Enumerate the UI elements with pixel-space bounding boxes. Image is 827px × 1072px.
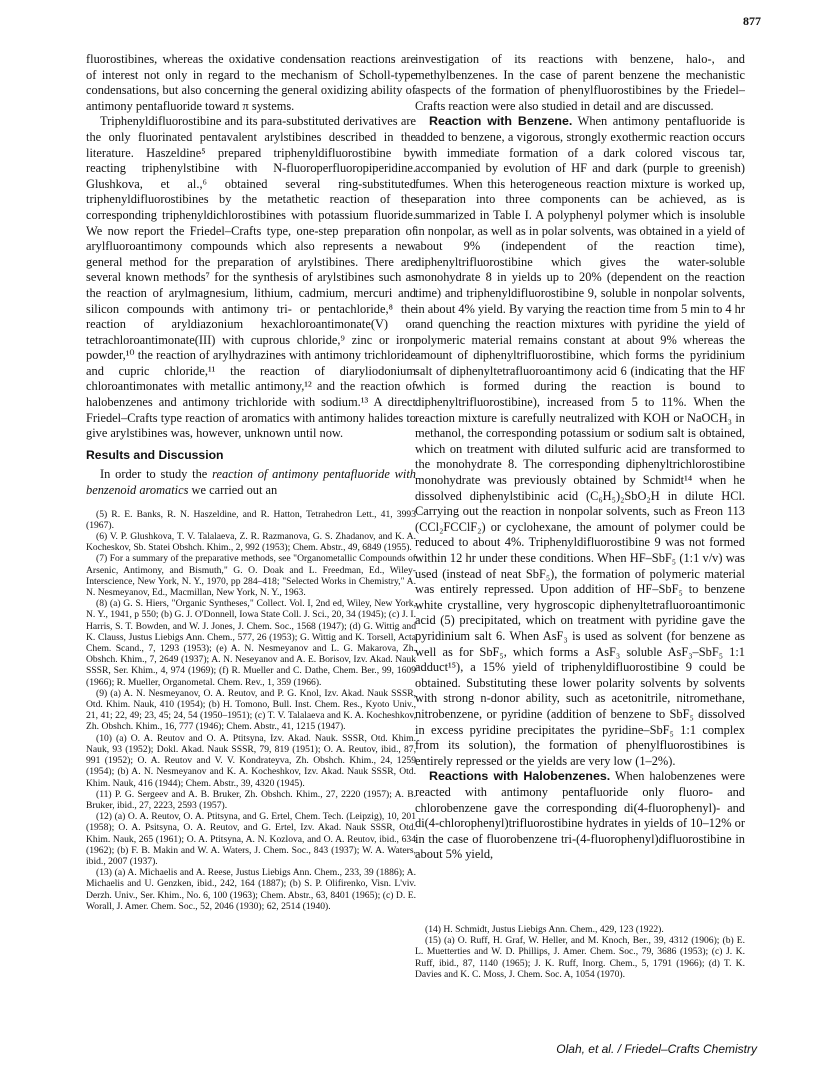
text-run: In order to study the bbox=[100, 467, 213, 482]
paragraph-results-start bbox=[86, 467, 416, 498]
paragraph-investigation: investigation of its reactions with benzene, halo-, and methylbenzenes. In the case of parent benzene the mechanistic aspects of the formation of phenylfluorostibines by the Friedel–Crafts reaction were also studied in detail and are discussed. bbox=[415, 52, 745, 113]
page-number: 877 bbox=[743, 14, 761, 28]
text-run: we carried out an bbox=[188, 483, 278, 498]
footnote: (11) P. G. Sergeev and A. B. Bruker, Zh. Obshch. Khim., 27, 2220 (1957); A. B. Bruker, ibid., 27, 2223, 2593 (1957). bbox=[86, 788, 416, 811]
left-column bbox=[86, 52, 416, 912]
footnote: (7) For a summary of the preparative methods, see "Organometallic Compounds of Arsenic, Antimony, and Bismuth," G. O. Doak and L. Freedman, Ed., Wiley-Interscience, New York, N. Y., 1970, pp 284–418; "Selected Works in Chemistry," A. N. Nesmeyanov, Ed., Macmillan, New York, N. Y., 1963. bbox=[86, 553, 416, 599]
footnotes-left bbox=[86, 507, 416, 912]
footnote: (10) (a) O. A. Reutov and O. A. Ptitsyna, Izv. Akad. Nauk. SSSR, Otd. Khim. Nauk, 93 (1952); Dokl. Akad. Nauk SSSR, 79, 819 (1951); O. A. Reutov, ibid., 87, 991 (1952); O. A. Reutov and V. V. Kondrateyva, Zh. Obshch. Khim., 24, 1259 (1954); (b) A. N. Nesmeyanov and K. A. Kocheshkov, Izv. Akad. Nauk SSSR, Otd. Khim. Nauk, 416 (1944); Chem. Abstr., 39, 4320 (1945). bbox=[86, 732, 416, 789]
footnotes-right bbox=[415, 922, 745, 980]
footnote: (12) (a) O. A. Reutov, O. A. Ptitsyna, and G. Ertel, Chem. Tech. (Leipzig), 10, 201 (1958); O. A. Psitsyna, O. A. Reutov, and G. Ertel, Izv. Akad. Nauk SSSR, Otd. Khim. Nauk, 265 (1961); O. A. Ptitsyna, A. N. Kozlova, and O. A. Reutov, ibid., 634 (1962); (b) F. B. Makin and W. A. Waters, J. Chem. Soc., 843 (1937); W. A. Waters, ibid., 2007 (1937). bbox=[86, 811, 416, 867]
run-in-heading-benzene: Reaction with Benzene. bbox=[429, 114, 573, 129]
run-in-heading-halobenzenes: Reactions with Halobenzenes. bbox=[429, 769, 611, 784]
footnote: (5) R. E. Banks, R. N. Haszeldine, and R. Hatton, Tetrahedron Lett., 41, 3993 (1967). bbox=[86, 508, 416, 531]
running-footer: Olah, et al. / Friedel–Crafts Chemistry bbox=[556, 1042, 757, 1056]
paragraph-reaction-halobenzenes bbox=[415, 769, 745, 863]
section-heading-results: Results and Discussion bbox=[86, 447, 224, 462]
footnote: (9) (a) A. N. Nesmeyanov, O. A. Reutov, and P. G. Knol, Izv. Akad. Nauk SSSR, Otd. Khim. Nauk, 410 (1954); (b) H. Tomono, Bull. Inst. Chem. Res., Kyoto Univ., 21, 41; 22, 49; 23, 45; 24, 54 (1950–1951); (c) T. V. Talalaeva and K. A. Kocheshkov, Zh. Obshch. Khim., 16, 777 (1946); Chem. Abstr., 41, 1215 (1947). bbox=[86, 687, 416, 733]
footnote: (13) (a) A. Michaelis and A. Reese, Justus Liebigs Ann. Chem., 233, 39 (1886); A. Michaelis and U. Genzken, ibid., 242, 164 (1887); (b) S. P. Olifirenko, Visn. L'viv. Derzh. Univ., Ser. Khim., No. 6, 100 (1963); Chem. Abstr., 63, 8401 (1965); (c) D. E. Worall, J. Amer. Chem. Soc., 52, 2046 (1930); 62, 2514 (1940). bbox=[86, 867, 416, 912]
footnote: (8) (a) G. S. Hiers, "Organic Syntheses," Collect. Vol. I, 2nd ed, Wiley, New York, N. Y., 1941, p 550; (b) G. J. O'Donnell, Iowa State Coll. J. Sci., 20, 34 (1945); (c) J. I. Harris, S. T. Bowden, and W. J. Jones, J. Chem. Soc., 1568 (1947); (d) G. Wittig and K. Clauss, Justus Liebigs Ann. Chem., 577, 26 (1953); G. Wittig and K. Torsell, Acta Chem. Scand., 7, 1293 (1953); (e) A. N. Nesmeyanov and L. G. Makarova, Zh. Obshch. Khim., 7, 2649 (1937); A. N. Neseyanov and A. E. Borisov, Izv. Akad. Nauk SSSR, Ser. Khim., 4, 974 (1969); (f) R. Mueller and C. Dathe, Chem. Ber., 99, 1609 (1966); R. Mueller, Organometal. Chem. Rev., 1, 359 (1966). bbox=[86, 598, 416, 688]
paragraph-intro-end: fluorostibines, whereas the oxidative condensation reactions are of interest not only in regard to the mechanism of Scholl-type condensations, but also concerning the general oxidizing ability of antimony pentafluoride toward π systems. bbox=[86, 52, 416, 113]
footnote: (15) (a) O. Ruff, H. Graf, W. Heller, and M. Knoch, Ber., 39, 4312 (1906); (b) E. L. Muetterties and W. D. Phillips, J. Amer. Chem. Soc., 79, 3686 (1953); (c) J. K. Ruff, ibid., 87, 1140 (1965); J. K. Ruff, Inorg. Chem., 5, 1791 (1966); (d) T. K. Davies and K. C. Moss, J. Chem. Soc. A, 1054 (1970). bbox=[415, 935, 745, 980]
text-run: When halobenzenes were reacted with antimony pentafluoride only fluoro- and chlorobenzene gave the corresponding di(4-fluorophenyl)- and di(4-chlorophenyl)trifluorostibine hydrates in yields of 10–12% or in the case of fluorobenzene tri-(4-fluorophenyl)difluorostibine in about 5% yield, bbox=[415, 769, 746, 862]
paragraph-reaction-benzene bbox=[415, 114, 745, 769]
emphasis-text: reaction of antimony pentafluoride with benzenoid aromatics bbox=[86, 467, 416, 498]
footnote: (14) H. Schmidt, Justus Liebigs Ann. Chem., 429, 123 (1922). bbox=[425, 924, 664, 935]
footnote: (6) V. P. Glushkova, T. V. Talalaeva, Z. R. Razmanova, G. S. Zhadanov, and K. A. Kocheskov, Sb. Statei Obshch. Khim., 2, 992 (1953); Chem. Abstr., 49, 6849 (1955). bbox=[86, 531, 416, 554]
paragraph-triphenyldifluorostibine: Triphenyldifluorostibine and its para-substituted derivatives are the only fluorinated pentavalent arylstibines described in the literature. Haszeldine⁵ prepared triphenyldifluorostibine by reacting triphenylstibine with N-fluoroperfluoropiperidine. Glushkova, et al.,⁶ obtained several ring-substituted triphenyldifluorostibines by the metathetic reaction of the corresponding triphenyldichlorostibines with potassium fluoride. We now report the Friedel–Crafts type, one-step preparation of arylfluoroantimony compounds which also represents a new general method for the preparation of arylstibines. There are several known methods⁷ for the synthesis of arylstibines such as the reaction of arylmagnesium, lithium, cadmium, mercuri and silicon compounds with antimony tri- or pentachloride,⁸ the reaction of aryldiazonium hexachloroantimonate(V) or tetrachloroantimonate(III) with cuprous chloride,⁹ zinc or iron powder,¹⁰ the reaction of arylhydrazines with antimony trichloride and cupric chloride,¹¹ the reaction of diaryliodonium chloroantimonates with metallic antimony,¹² and the reaction of halobenzenes and antimony trichloride with sodium.¹³ A direct Friedel–Crafts type reaction of aromatics with antimony halides to give arylstibines was, however, unknown until now. bbox=[86, 114, 416, 441]
text-run: When antimony pentafluoride is added to benzene, a vigorous, strongly exothermic reaction occurs with immediate formation of a dark colored viscous tar, accompanied by evolution of HF and dark (purple to greenish) fumes. When this heterogeneous reaction mixture is worked up, separation into three components can be achieved, as is summarized in Table I. A polyphenyl polymer which is insoluble in nonpolar, as well as in polar solvents, was obtained in a yield of about 9% (independent of the reaction time), diphenyltrifluorostibine which gives the water-soluble monohydrate 8 in yields up to 20% (dependent on the reaction time) and triphenyldifluorostibine 9, soluble in nonpolar solvents, in about 4% yield. By varying the reaction time from 5 min to 4 hr and quenching the reaction mixtures with pyridine the yield of polymeric material remains constant at about 9% whereas the amount of diphenyltrifluorostibine, which forms the pyridinium salt of diphenyltetrafluoroantimony acid 6 (indicating that the HF which is formed during the reaction is bound to diphenyltrifluorostibine), increased from 5 to 11%. When the reaction mixture is carefully neutralized with KOH or NaOCH₃ in methanol, the corresponding potassium or sodium salt is obtained, which on treatment with diluted sulfuric acid are transformed to the monohydrate 8. The corresponding diphenyltrichlorostibine monohydrate was previously obtained by Schmidt¹⁴ when he dissolved diphenylstibinic acid (C₆H₅)₂SbO₂H in dilute HCl. Carrying out the reaction in nonpolar solvents, such as Freon 113 (CCl₂FCClF₂) or cyclohexane, the amount of polymer could be reduced to about 4%. Triphenyldifluorostibine 9 was not formed within 12 hr under these conditions. When HF–SbF₅ (1:1 v/v) was used (instead of neat SbF₅), the formation of polymeric material was entirely repressed. Upon addition of HF–SbF₅ to benzene white crystalline, very hygroscopic diphenyltetrafluoroantimonic acid (5) precipitated, which on treatment with pyridine gave the pyridinium salt 6. When AsF₃ is used as solvent (for benzene as well as for SbF₅, which forms a AsF₃ soluble AsF₃–SbF₅ 1:1 adduct¹⁵), a 15% yield of triphenyldifluorostibine 9 could be obtained. Substituting these lower polarity solvents by solvents with strong n-donor ability, such as acetonitrile, nitromethane, nitrobenzene, or pyridine (addition of benzene to SbF₅ dissolved in excess pyridine precipitates the pyridine–SbF₅ 1:1 complex from its solution), the formation of phenylfluorostibines is entirely repressed or the yields are very low (1–2%). bbox=[415, 114, 746, 768]
right-column bbox=[415, 52, 745, 863]
